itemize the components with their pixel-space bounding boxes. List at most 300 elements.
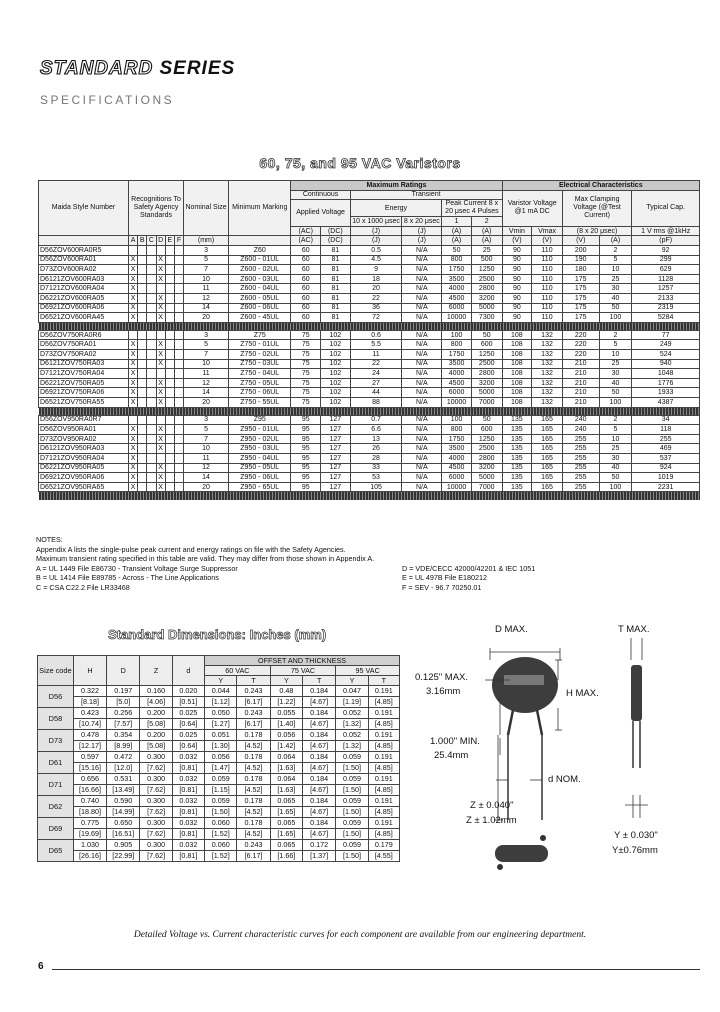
dim-value: [1.30]	[205, 741, 237, 752]
header-unit: (AC)	[291, 226, 321, 236]
cell-mark: Z950 - 03UL	[229, 444, 291, 454]
cell-e2: N/A	[402, 397, 442, 407]
header-unit: (A)	[599, 236, 632, 246]
cell-p1: 3500	[442, 359, 472, 369]
dim-value: 0.590	[107, 796, 140, 807]
series-title-outline: STANDARD	[40, 58, 154, 79]
cell-ic: 10	[599, 265, 632, 275]
notes	[36, 535, 696, 593]
cell-e1: 0.6	[350, 330, 402, 340]
cell-vac: 95	[291, 463, 321, 473]
dim-value: 0.178	[237, 796, 270, 807]
recognition-mark	[138, 294, 147, 304]
model-number: D73ZOV750RA02	[39, 350, 129, 360]
dim-row	[38, 730, 400, 741]
cell-vmin: 135	[502, 453, 532, 463]
cell-vmin: 90	[502, 303, 532, 313]
cell-vdc: 102	[321, 350, 351, 360]
dim-row	[38, 851, 400, 862]
dim-value: [1.37]	[303, 851, 336, 862]
recognition-mark: X	[128, 388, 137, 398]
cell-mark: Z950 - 05UL	[229, 463, 291, 473]
cell-vc: 220	[562, 330, 599, 340]
cell-vc: 240	[562, 415, 599, 425]
cell-vac: 75	[291, 359, 321, 369]
dim-value: [1.42]	[270, 741, 302, 752]
cell-vdc: 127	[321, 473, 351, 483]
cell-cap: 524	[632, 350, 700, 360]
model-number: D6921ZOV750RA06	[39, 388, 129, 398]
header-rec-e: E	[165, 236, 174, 246]
note-e: E = UL 497B File E180212	[402, 573, 488, 583]
table-row	[39, 303, 700, 313]
cell-cap: 34	[632, 415, 700, 425]
table-row	[39, 340, 700, 350]
dim-value: [13.49]	[107, 785, 140, 796]
cell-ic: 10	[599, 434, 632, 444]
cell-vmin: 135	[502, 415, 532, 425]
dim-value: 0.056	[270, 730, 302, 741]
recognition-mark	[128, 246, 137, 256]
cell-size: 7	[184, 434, 229, 444]
cell-p1: 1750	[442, 434, 472, 444]
dim-value: [4.85]	[368, 785, 399, 796]
table-row	[39, 313, 700, 323]
dimensions-table-body	[38, 686, 400, 862]
recognition-mark	[156, 330, 165, 340]
cell-vmax: 165	[532, 463, 563, 473]
header-unit: (A)	[471, 236, 502, 246]
model-number: D6221ZOV750RA05	[39, 378, 129, 388]
dim-value: [7.62]	[140, 785, 172, 796]
cell-ic: 100	[599, 313, 632, 323]
cell-vc: 180	[562, 265, 599, 275]
recognition-mark	[138, 350, 147, 360]
cell-size: 10	[184, 444, 229, 454]
cell-size: 11	[184, 284, 229, 294]
cell-p2: 600	[471, 425, 502, 435]
dim-value: [4.52]	[237, 829, 270, 840]
cell-p2: 3200	[471, 294, 502, 304]
dim-value: 0.178	[237, 752, 270, 763]
cell-p1: 1750	[442, 265, 472, 275]
cell-vmax: 110	[532, 313, 563, 323]
label-z-mm: Z ± 1.02mm	[466, 815, 517, 826]
dim-value: 0.184	[303, 686, 336, 697]
dim-value: [10.74]	[73, 719, 106, 730]
recognition-mark	[165, 482, 174, 492]
recognition-mark: X	[156, 303, 165, 313]
cell-mark: Z600 - 03UL	[229, 274, 291, 284]
cell-vc: 255	[562, 444, 599, 454]
cell-vmin: 108	[502, 359, 532, 369]
recognition-mark	[138, 453, 147, 463]
dim-header-t: T	[368, 676, 399, 686]
recognition-mark: X	[128, 255, 137, 265]
recognition-mark	[147, 415, 156, 425]
model-number: D6121ZOV950RA03	[39, 444, 129, 454]
dim-value: [4.06]	[140, 697, 172, 708]
recognition-mark	[147, 388, 156, 398]
model-number: D56ZOV950RA01	[39, 425, 129, 435]
recognition-mark	[138, 265, 147, 275]
table-row	[39, 255, 700, 265]
cell-vmax: 110	[532, 294, 563, 304]
dim-value: [0.81]	[172, 807, 204, 818]
size-code: D62	[38, 796, 74, 818]
dim-value: 0.060	[205, 840, 237, 851]
cell-vmax: 132	[532, 378, 563, 388]
table-row	[39, 425, 700, 435]
model-number: D56ZOV750RA0R6	[39, 330, 129, 340]
recognition-mark	[147, 397, 156, 407]
dim-value: 0.184	[303, 752, 336, 763]
model-number: D7121ZOV750RA04	[39, 369, 129, 379]
recognition-mark	[174, 434, 183, 444]
header-rec-f: F	[174, 236, 183, 246]
dim-value: [4.85]	[368, 697, 399, 708]
recognition-mark	[174, 425, 183, 435]
dim-value: 0.052	[336, 730, 368, 741]
dim-value: [1.12]	[205, 697, 237, 708]
cell-ic: 40	[599, 463, 632, 473]
dim-header-y: Y	[205, 676, 237, 686]
dim-value: [4.52]	[237, 741, 270, 752]
cell-p1: 100	[442, 415, 472, 425]
cell-cap: 1776	[632, 378, 700, 388]
page-subtitle: SPECIFICATIONS	[40, 93, 175, 107]
cell-vmax: 132	[532, 388, 563, 398]
cell-vmin: 90	[502, 284, 532, 294]
dim-value: 0.191	[368, 708, 399, 719]
dim-value: [0.81]	[172, 763, 204, 774]
recognition-mark: X	[128, 425, 137, 435]
cell-p1: 10000	[442, 482, 472, 492]
header-applied-voltage: Applied Voltage	[291, 200, 350, 227]
cell-e2: N/A	[402, 378, 442, 388]
cell-e1: 53	[350, 473, 402, 483]
dim-value: 0.200	[140, 730, 172, 741]
table-row	[39, 284, 700, 294]
dim-value: [0.81]	[172, 829, 204, 840]
cell-vc: 175	[562, 284, 599, 294]
dim-value: 0.059	[336, 796, 368, 807]
dim-value: 0.059	[205, 796, 237, 807]
cell-p1: 800	[442, 425, 472, 435]
cell-vmin: 90	[502, 265, 532, 275]
cell-e1: 88	[350, 397, 402, 407]
cell-vc: 255	[562, 453, 599, 463]
dim-header-y: Y	[270, 676, 302, 686]
label-316mm: 3.16mm	[426, 686, 461, 697]
recognition-mark	[147, 473, 156, 483]
model-number: D56ZOV600RA0R5	[39, 246, 129, 256]
recognition-mark: X	[128, 359, 137, 369]
model-number: D7121ZOV600RA04	[39, 284, 129, 294]
cell-vdc: 81	[321, 255, 351, 265]
label-h-max: H MAX.	[566, 688, 599, 699]
header-clamp-sub: (8 x 20 μsec)	[562, 226, 632, 236]
model-number: D6521ZOV750RA55	[39, 397, 129, 407]
table-row	[39, 463, 700, 473]
dim-row	[38, 697, 400, 708]
label-d-nom: d NOM.	[548, 774, 581, 785]
dim-value: [1.27]	[205, 719, 237, 730]
dim-row	[38, 785, 400, 796]
series-title-bold: SERIES	[159, 58, 236, 79]
dim-value: [6.17]	[237, 719, 270, 730]
cell-ic: 2	[599, 246, 632, 256]
cell-ic: 25	[599, 444, 632, 454]
dim-value: 0.032	[172, 818, 204, 829]
dim-value: [1.63]	[270, 785, 302, 796]
varistor-disc-bottom	[495, 845, 548, 862]
recognition-mark	[147, 303, 156, 313]
cell-ic: 50	[599, 388, 632, 398]
cell-vdc: 102	[321, 388, 351, 398]
dim-value: 0.243	[237, 686, 270, 697]
recognition-mark	[147, 255, 156, 265]
model-number: D56ZOV750RA01	[39, 340, 129, 350]
header-varistor-voltage: Varistor Voltage @1 mA DC	[502, 190, 562, 226]
cell-mark: Z600 - 04UL	[229, 284, 291, 294]
dim-value: 0.032	[172, 796, 204, 807]
header-energy-sub1: 10 x 1000 μsec	[350, 217, 402, 227]
dim-value: 0.178	[237, 730, 270, 741]
dim-value: 0.032	[172, 840, 204, 851]
cell-vmin: 108	[502, 330, 532, 340]
dim-value: [4.52]	[237, 763, 270, 774]
dim-value: 1.030	[73, 840, 106, 851]
recognition-mark	[156, 453, 165, 463]
cell-size: 12	[184, 294, 229, 304]
cell-p1: 4000	[442, 369, 472, 379]
cell-cap: 2133	[632, 294, 700, 304]
series-title	[40, 58, 235, 80]
dim-value: 0.032	[172, 774, 204, 785]
recognition-mark: X	[156, 482, 165, 492]
dim-row	[38, 763, 400, 774]
size-code: D61	[38, 752, 74, 774]
cell-ic: 50	[599, 303, 632, 313]
cell-vdc: 127	[321, 463, 351, 473]
dim-value: 0.184	[303, 796, 336, 807]
recognition-mark	[147, 463, 156, 473]
varistor-table-title: 60, 75, and 95 VAC Varistors	[259, 155, 461, 171]
dim-value: 0.065	[270, 818, 302, 829]
recognition-mark: X	[156, 388, 165, 398]
recognition-mark	[138, 473, 147, 483]
cell-size: 3	[184, 415, 229, 425]
recognition-mark	[147, 313, 156, 323]
cell-vmin: 90	[502, 255, 532, 265]
recognition-mark	[147, 350, 156, 360]
dim-value: 0.243	[237, 840, 270, 851]
recognition-mark	[165, 453, 174, 463]
dim-value: [1.32]	[336, 719, 368, 730]
dim-value: [4.85]	[368, 741, 399, 752]
cell-size: 5	[184, 340, 229, 350]
header-rec-c: C	[147, 236, 156, 246]
cell-vac: 75	[291, 388, 321, 398]
cell-p2: 7000	[471, 482, 502, 492]
size-code: D65	[38, 840, 74, 862]
header-unit: (V)	[532, 236, 563, 246]
dim-value: 0.160	[140, 686, 172, 697]
cell-vmin: 90	[502, 274, 532, 284]
dim-value: [1.50]	[336, 763, 368, 774]
dim-value: [4.52]	[237, 807, 270, 818]
header-nominal-size: Nominal Size	[184, 181, 229, 236]
cell-mark: Z600 - 45UL	[229, 313, 291, 323]
recognition-mark	[138, 369, 147, 379]
cell-vdc: 81	[321, 313, 351, 323]
recognition-mark	[138, 444, 147, 454]
header-rec-d: D	[156, 236, 165, 246]
cell-vdc: 102	[321, 397, 351, 407]
cell-ic: 40	[599, 294, 632, 304]
recognition-mark	[174, 350, 183, 360]
size-code: D56	[38, 686, 74, 708]
cell-p2: 7000	[471, 397, 502, 407]
dim-value: [12.0]	[107, 763, 140, 774]
cell-mark: Z600 - 05UL	[229, 294, 291, 304]
cell-cap: 1019	[632, 473, 700, 483]
recognition-mark	[174, 255, 183, 265]
cell-vmax: 132	[532, 350, 563, 360]
header-size-unit: (mm)	[184, 236, 229, 246]
label-z-inch: Z ± 0.040"	[470, 800, 514, 811]
cell-vac: 95	[291, 453, 321, 463]
recognition-mark: X	[156, 378, 165, 388]
dim-value: 0.172	[303, 840, 336, 851]
recognition-mark	[147, 378, 156, 388]
cell-vmax: 165	[532, 453, 563, 463]
cell-ic: 25	[599, 359, 632, 369]
cell-vmin: 135	[502, 473, 532, 483]
recognition-mark	[138, 463, 147, 473]
cell-vac: 60	[291, 255, 321, 265]
dim-value: 0.060	[205, 818, 237, 829]
cell-p1: 4500	[442, 294, 472, 304]
cell-vc: 220	[562, 350, 599, 360]
cell-vmin: 90	[502, 294, 532, 304]
dim-value: 0.354	[107, 730, 140, 741]
recognition-mark	[165, 313, 174, 323]
dim-value: [16.51]	[107, 829, 140, 840]
cell-vmax: 110	[532, 284, 563, 294]
dim-row	[38, 752, 400, 763]
dim-value: [4.67]	[303, 829, 336, 840]
recognition-mark	[174, 274, 183, 284]
recognition-mark	[165, 294, 174, 304]
cell-p2: 2800	[471, 453, 502, 463]
recognition-mark	[147, 330, 156, 340]
recognition-mark	[165, 246, 174, 256]
dim-row	[38, 829, 400, 840]
dim-value: [7.62]	[140, 829, 172, 840]
label-y-mm: Y±0.76mm	[612, 845, 658, 856]
note-c: C = CSA C22.2 File LR33468	[36, 582, 130, 592]
cell-e2: N/A	[402, 463, 442, 473]
dim-value: [16.66]	[73, 785, 106, 796]
cell-cap: 4387	[632, 397, 700, 407]
dimensions-table	[37, 655, 400, 862]
recognition-mark	[174, 444, 183, 454]
dim-value: [4.67]	[303, 697, 336, 708]
recognition-mark: X	[156, 359, 165, 369]
dim-header-dd: d	[172, 656, 204, 686]
cell-e1: 11	[350, 350, 402, 360]
cell-vmax: 165	[532, 473, 563, 483]
recognition-mark	[174, 303, 183, 313]
recognition-mark: X	[128, 274, 137, 284]
cell-mark: Z950 - 02UL	[229, 434, 291, 444]
cell-e1: 13	[350, 434, 402, 444]
cell-vac: 95	[291, 434, 321, 444]
cell-size: 11	[184, 369, 229, 379]
recognition-mark	[128, 415, 137, 425]
dim-header-z: Z	[140, 656, 172, 686]
dim-value: [1.65]	[270, 829, 302, 840]
dim-value: [0.51]	[172, 697, 204, 708]
header-transient: Transient	[350, 190, 502, 200]
recognition-mark: X	[156, 340, 165, 350]
cell-ic: 2	[599, 415, 632, 425]
cell-p1: 800	[442, 340, 472, 350]
cell-vdc: 127	[321, 453, 351, 463]
dim-row	[38, 796, 400, 807]
cell-e1: 18	[350, 274, 402, 284]
cell-vc: 210	[562, 369, 599, 379]
cell-vmax: 132	[532, 397, 563, 407]
cell-ic: 5	[599, 425, 632, 435]
header-energy: Energy	[350, 200, 442, 217]
cell-vac: 75	[291, 350, 321, 360]
cell-p1: 6000	[442, 388, 472, 398]
header-energy-sub2: 8 x 20 μsec	[403, 218, 440, 226]
recognition-mark	[165, 265, 174, 275]
recognition-mark	[165, 434, 174, 444]
dim-value: [14.99]	[107, 807, 140, 818]
cell-size: 20	[184, 313, 229, 323]
cell-p2: 2500	[471, 444, 502, 454]
cell-e2: N/A	[402, 284, 442, 294]
recognition-mark	[165, 463, 174, 473]
recognition-mark	[147, 359, 156, 369]
recognition-mark: X	[156, 425, 165, 435]
dim-value: [7.62]	[140, 851, 172, 862]
cell-p2: 2800	[471, 284, 502, 294]
cell-e1: 33	[350, 463, 402, 473]
dim-value: [8.18]	[73, 697, 106, 708]
note-f: F = SEV - 96.7 70250.01	[402, 582, 482, 592]
cell-vdc: 81	[321, 274, 351, 284]
cell-size: 5	[184, 425, 229, 435]
recognition-mark	[138, 378, 147, 388]
dim-header-95vac: 95 VAC	[336, 666, 400, 676]
header-unit: (AC)	[291, 236, 321, 246]
recognition-mark	[165, 369, 174, 379]
cell-vmax: 110	[532, 303, 563, 313]
cell-e2: N/A	[402, 340, 442, 350]
table-row	[39, 350, 700, 360]
recognition-mark	[156, 284, 165, 294]
recognition-mark	[138, 255, 147, 265]
recognition-mark	[147, 246, 156, 256]
cell-e2: N/A	[402, 274, 442, 284]
header-rec-b: B	[138, 236, 147, 246]
